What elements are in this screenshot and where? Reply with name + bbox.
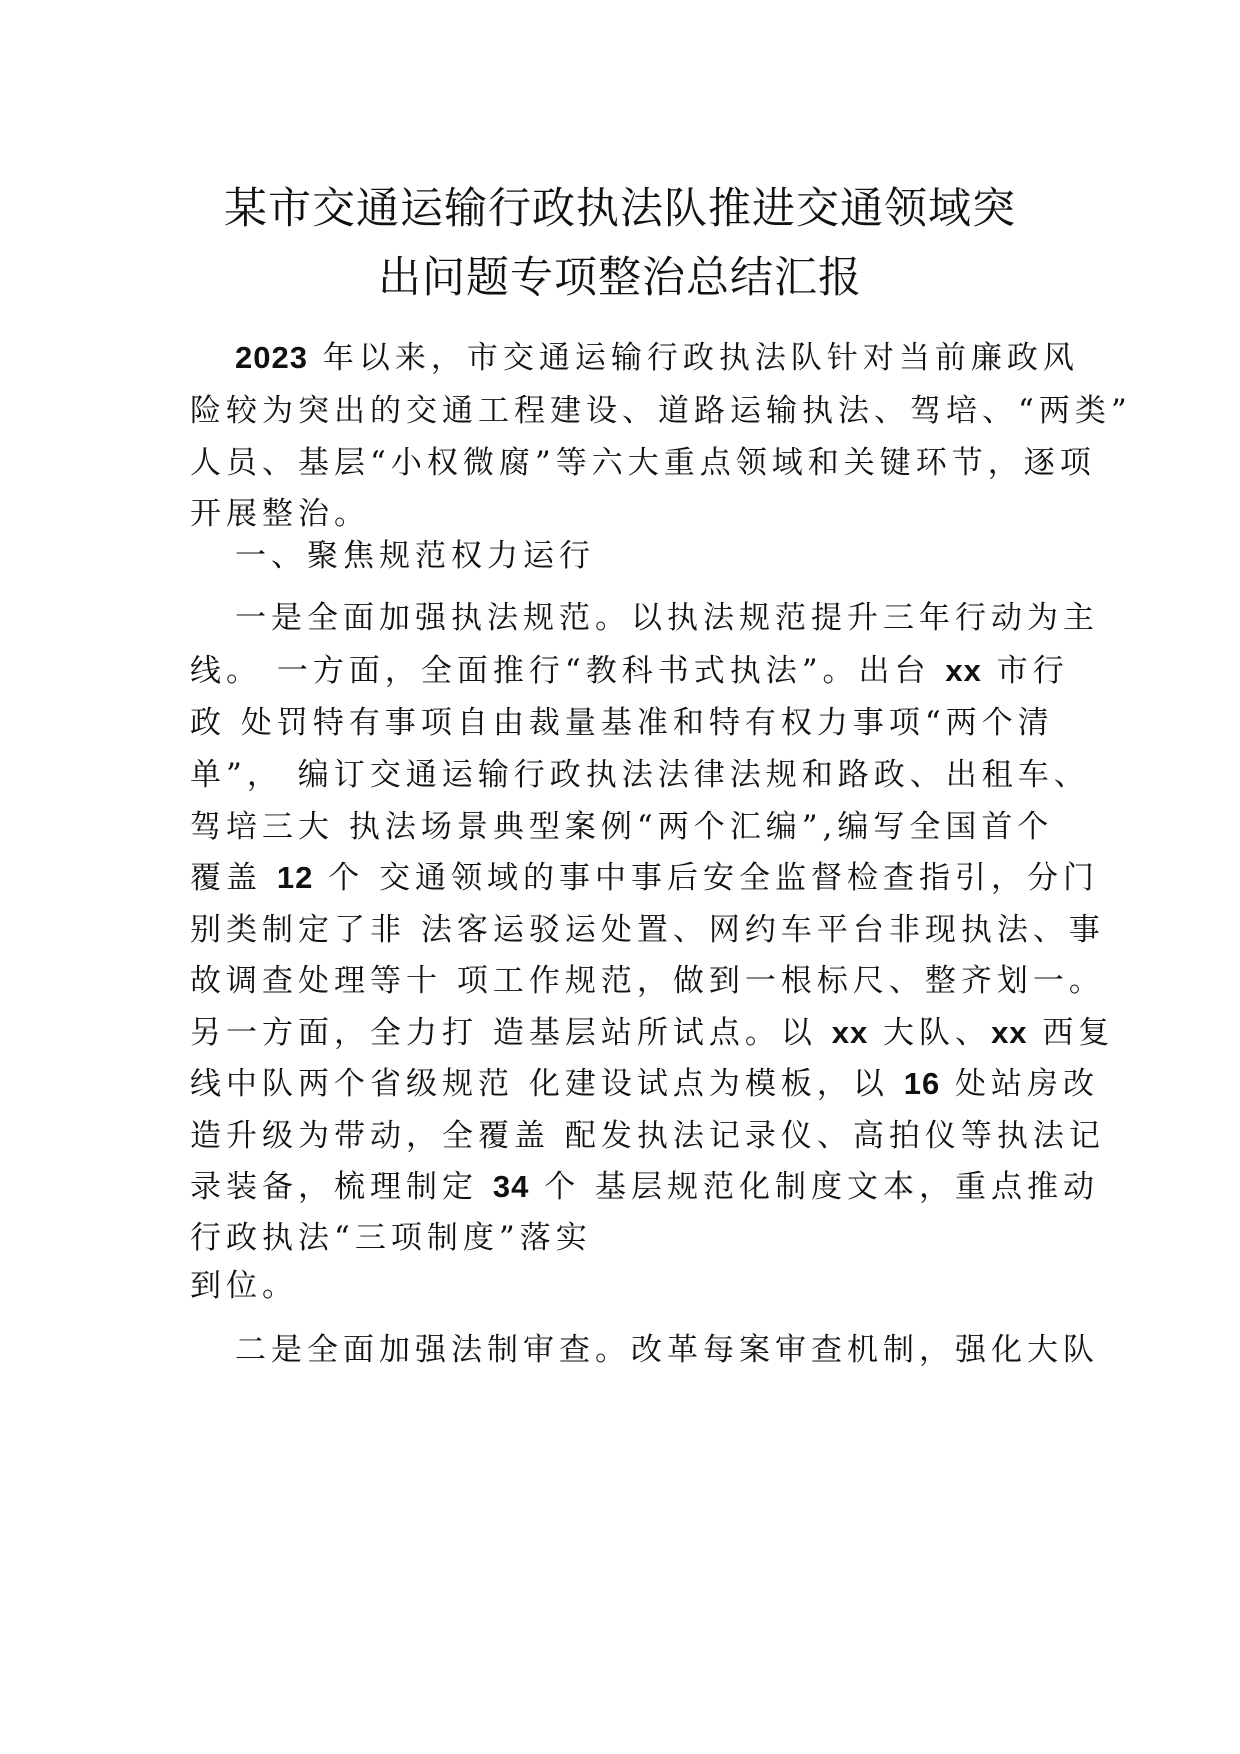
paragraph-3-line-1: 二是全面加强法制审查。改革每案审查机制，强化大队	[235, 1332, 1099, 1368]
paragraph-2-line-3: 政 处罚特有事项自由裁量基准和特有权力事项“两个清	[190, 705, 1054, 741]
paragraph-1-line-4: 开展整治。	[190, 496, 370, 532]
year-number: 2023	[235, 340, 308, 375]
paragraph-2-line-2	[190, 651, 1069, 691]
paragraph-2-line-5: 驾培三大 执法场景典型案例“两个汇编”,编写全国首个	[190, 809, 1054, 845]
text-span: 处站房改	[940, 1066, 1100, 1102]
paragraph-1-text: 年以来，市交通运输行政执法队针对当前廉政风	[307, 340, 1079, 376]
text-span: 另一方面，全力打 造基层站所试点。以	[190, 1015, 832, 1051]
paragraph-2-line-7: 别类制定了非 法客运驳运处置、网约车平台非现执法、事	[190, 912, 1105, 948]
placeholder-xx: xx	[831, 1015, 869, 1050]
text-span: 录装备，梳理制定	[190, 1169, 493, 1205]
placeholder-xx: xx	[945, 653, 982, 688]
paragraph-2-line-4: 单”， 编订交通运输行政执法法律法规和路政、出租车、	[190, 757, 1090, 793]
text-span: 西复	[1027, 1015, 1115, 1051]
paragraph-1-line-2: 险较为突出的交通工程建设、道路运输执法、驾培、“两类”	[190, 393, 1132, 429]
paragraph-2-line-14: 到位。	[190, 1268, 298, 1304]
text-span: 大队、	[868, 1015, 992, 1051]
text-span: 线中队两个省级规范 化建设试点为模板，以	[190, 1066, 904, 1102]
placeholder-xx: xx	[991, 1015, 1028, 1050]
text-span: 个 基层规范化制度文本，重点推动	[529, 1169, 1100, 1205]
paragraph-1-line-1	[235, 338, 1079, 378]
paragraph-2-line-13: 行政执法“三项制度”落实	[190, 1220, 592, 1256]
text-span: 个 交通领域的事中事后安全监督检查指引，分门	[313, 860, 1100, 896]
number-34: 34	[492, 1169, 530, 1204]
text-span: 覆盖	[190, 860, 277, 896]
paragraph-2-line-10	[190, 1064, 1099, 1104]
text-span: 市行	[981, 653, 1069, 689]
paragraph-2-line-8: 故调查处理等十 项工作规范，做到一根标尺、整齐划一。	[190, 963, 1105, 999]
document-title-line-2: 出问题专项整治总结汇报	[378, 253, 862, 303]
text-span: 线。 一方面，全面推行“教科书式执法”。出台	[190, 653, 946, 689]
paragraph-1-line-3: 人员、基层“小权微腐”等六大重点领域和关键环节，逐项	[190, 445, 1096, 481]
paragraph-2-line-11: 造升级为带动，全覆盖 配发执法记录仪、高拍仪等执法记	[190, 1118, 1105, 1154]
number-16: 16	[903, 1066, 941, 1101]
document-title-line-1: 某市交通运输行政执法队推进交通领域突	[224, 184, 1016, 234]
section-heading-1: 一、聚焦规范权力运行	[235, 538, 595, 574]
paragraph-2-line-1: 一是全面加强执法规范。以执法规范提升三年行动为主	[235, 600, 1099, 636]
number-12: 12	[276, 860, 314, 895]
paragraph-2-line-9	[190, 1013, 1114, 1053]
paragraph-2-line-6	[190, 858, 1099, 898]
paragraph-2-line-12	[190, 1167, 1099, 1207]
